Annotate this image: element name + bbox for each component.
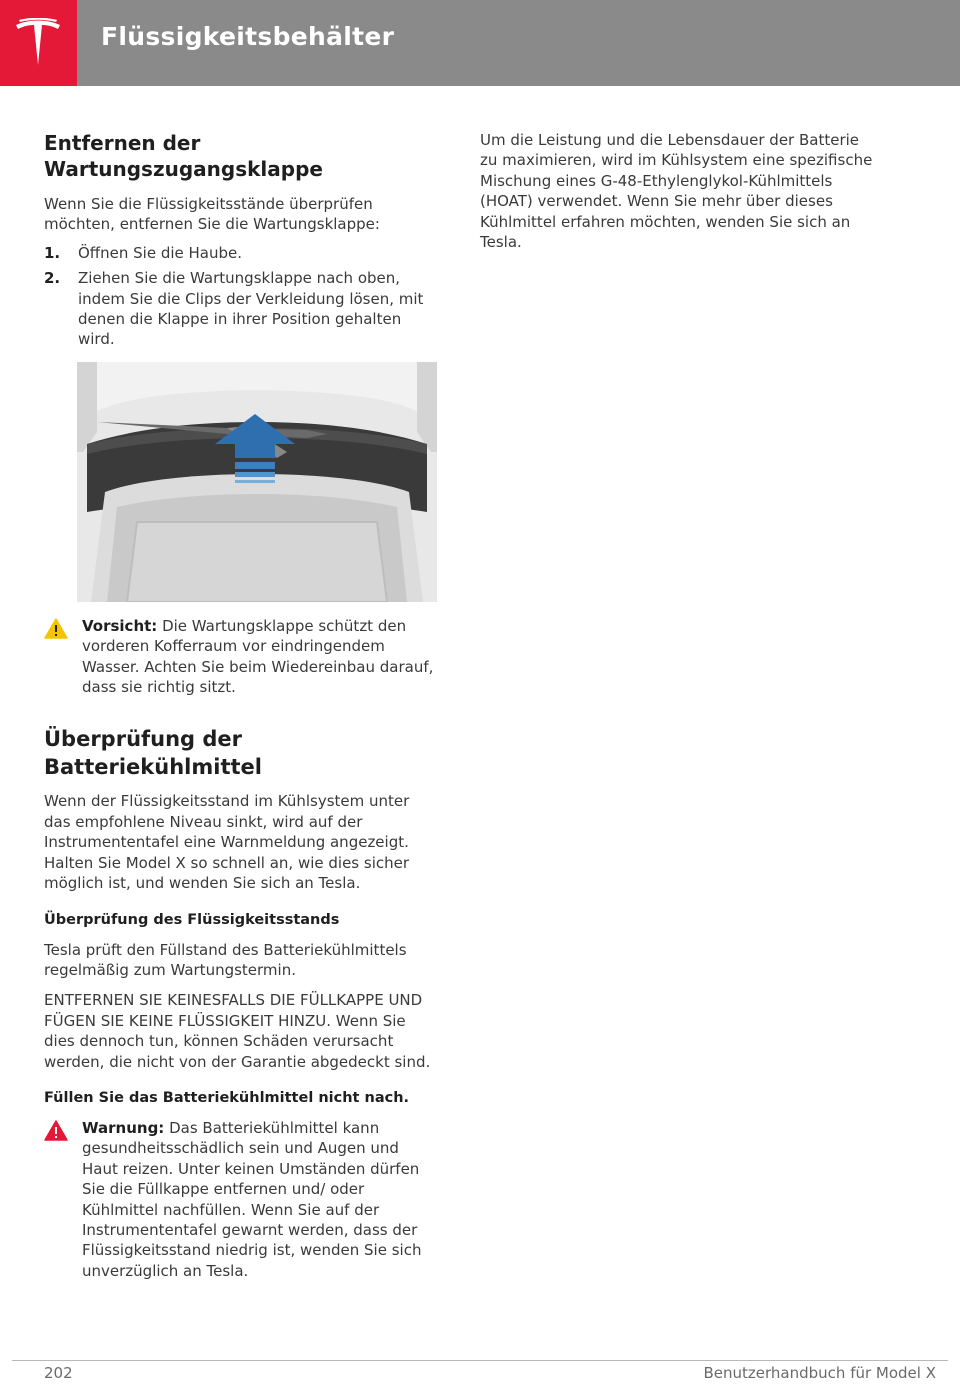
level-check-text: Tesla prüft den Füllstand des Batteriekühlmittels regelmäßig zum Wartungstermin. <box>44 940 407 979</box>
step-text: Öffnen Sie die Haube. <box>78 243 243 262</box>
subsection-title-no-refill: Füllen Sie das Batteriekühlmittel nicht nach. <box>44 1089 410 1106</box>
step-number: 2. <box>44 269 61 288</box>
caution-label: Vorsicht: <box>82 616 158 635</box>
level-check-caps-text: ENTFERNEN SIE KEINESFALLS DIE FÜLLKAPPE UND FÜGEN SIE KEINE FLÜSSIGKEIT HINZU. Wenn Sie dies dennoch tun, können Schäden verursacht werden, die nicht von der Garantie abgedeckt sind. <box>44 991 431 1071</box>
subsection-title-level-check: Überprüfung des Flüssigkeitsstands <box>44 911 340 928</box>
manual-title: Benutzerhandbuch für Model X <box>703 1364 936 1382</box>
tesla-logo <box>0 0 77 86</box>
page-header <box>0 0 960 86</box>
warning-label: Warnung: <box>82 1118 165 1137</box>
section-title-coolant-check: Überprüfung der Batteriekühlmittel <box>44 727 262 780</box>
right-column <box>480 130 880 252</box>
warning-note <box>44 1118 438 1281</box>
page-title: Flüssigkeitsbehälter <box>101 22 395 51</box>
caution-text: Die Wartungsklappe schützt den vorderen Kofferraum vor eindringendem Wasser. Achten Sie beim Wiedereinbau darauf, dass sie richtig sitzt. <box>82 616 434 697</box>
caution-note <box>44 616 438 698</box>
step-item <box>44 243 438 263</box>
step-item <box>44 268 438 350</box>
left-column <box>44 130 438 1281</box>
intro-text: Wenn Sie die Flüssigkeitsstände überprüfen möchten, entfernen Sie die Wartungsklappe: <box>44 195 380 234</box>
coolant-info-text: Um die Leistung und die Lebensdauer der Batterie zu maximieren, wird im Kühlsystem eine spezifische Mischung eines G-48-Ethylenglykol-Kühlmittels (HOAT) verwendet. Wenn Sie mehr über dieses Kühlmittel erfahren möchten, wenden Sie sich an Tesla. <box>480 131 873 252</box>
coolant-check-text: Wenn der Flüssigkeitsstand im Kühlsystem unter das empfohlene Niveau sinkt, wird auf der Instrumententafel eine Warnmeldung angezeigt. Halten Sie Model X so schnell an, wie dies sicher möglich ist, und wenden Sie sich an Tesla. <box>44 792 410 893</box>
warning-icon <box>44 1120 68 1141</box>
steps-list <box>44 243 438 350</box>
tesla-logo-icon <box>13 18 63 68</box>
section-title-remove-panel: Entfernen der Wartungszugangsklappe <box>44 131 323 181</box>
caution-icon <box>44 618 68 639</box>
step-number: 1. <box>44 243 61 262</box>
footer-divider <box>12 1360 948 1361</box>
step-text: Ziehen Sie die Wartungsklappe nach oben, indem Sie die Clips der Verkleidung lösen, mit denen die Klappe in ihrer Position gehalten wird. <box>78 269 424 349</box>
page-number: 202 <box>44 1364 73 1382</box>
warning-text: Das Batteriekühlmittel kann gesundheitsschädlich sein und Augen und Haut reizen. Unter keinen Umständen dürfen Sie die Füllkappe entfernen und/ oder Kühlmittel nachfüllen. Wenn Sie auf der Instrumententafel gewarnt werden, dass der Flüssigkeitsstand niedrig ist, wenden Sie sich unverzüglich an Tesla. <box>82 1118 422 1280</box>
maintenance-panel-illustration <box>77 362 437 602</box>
